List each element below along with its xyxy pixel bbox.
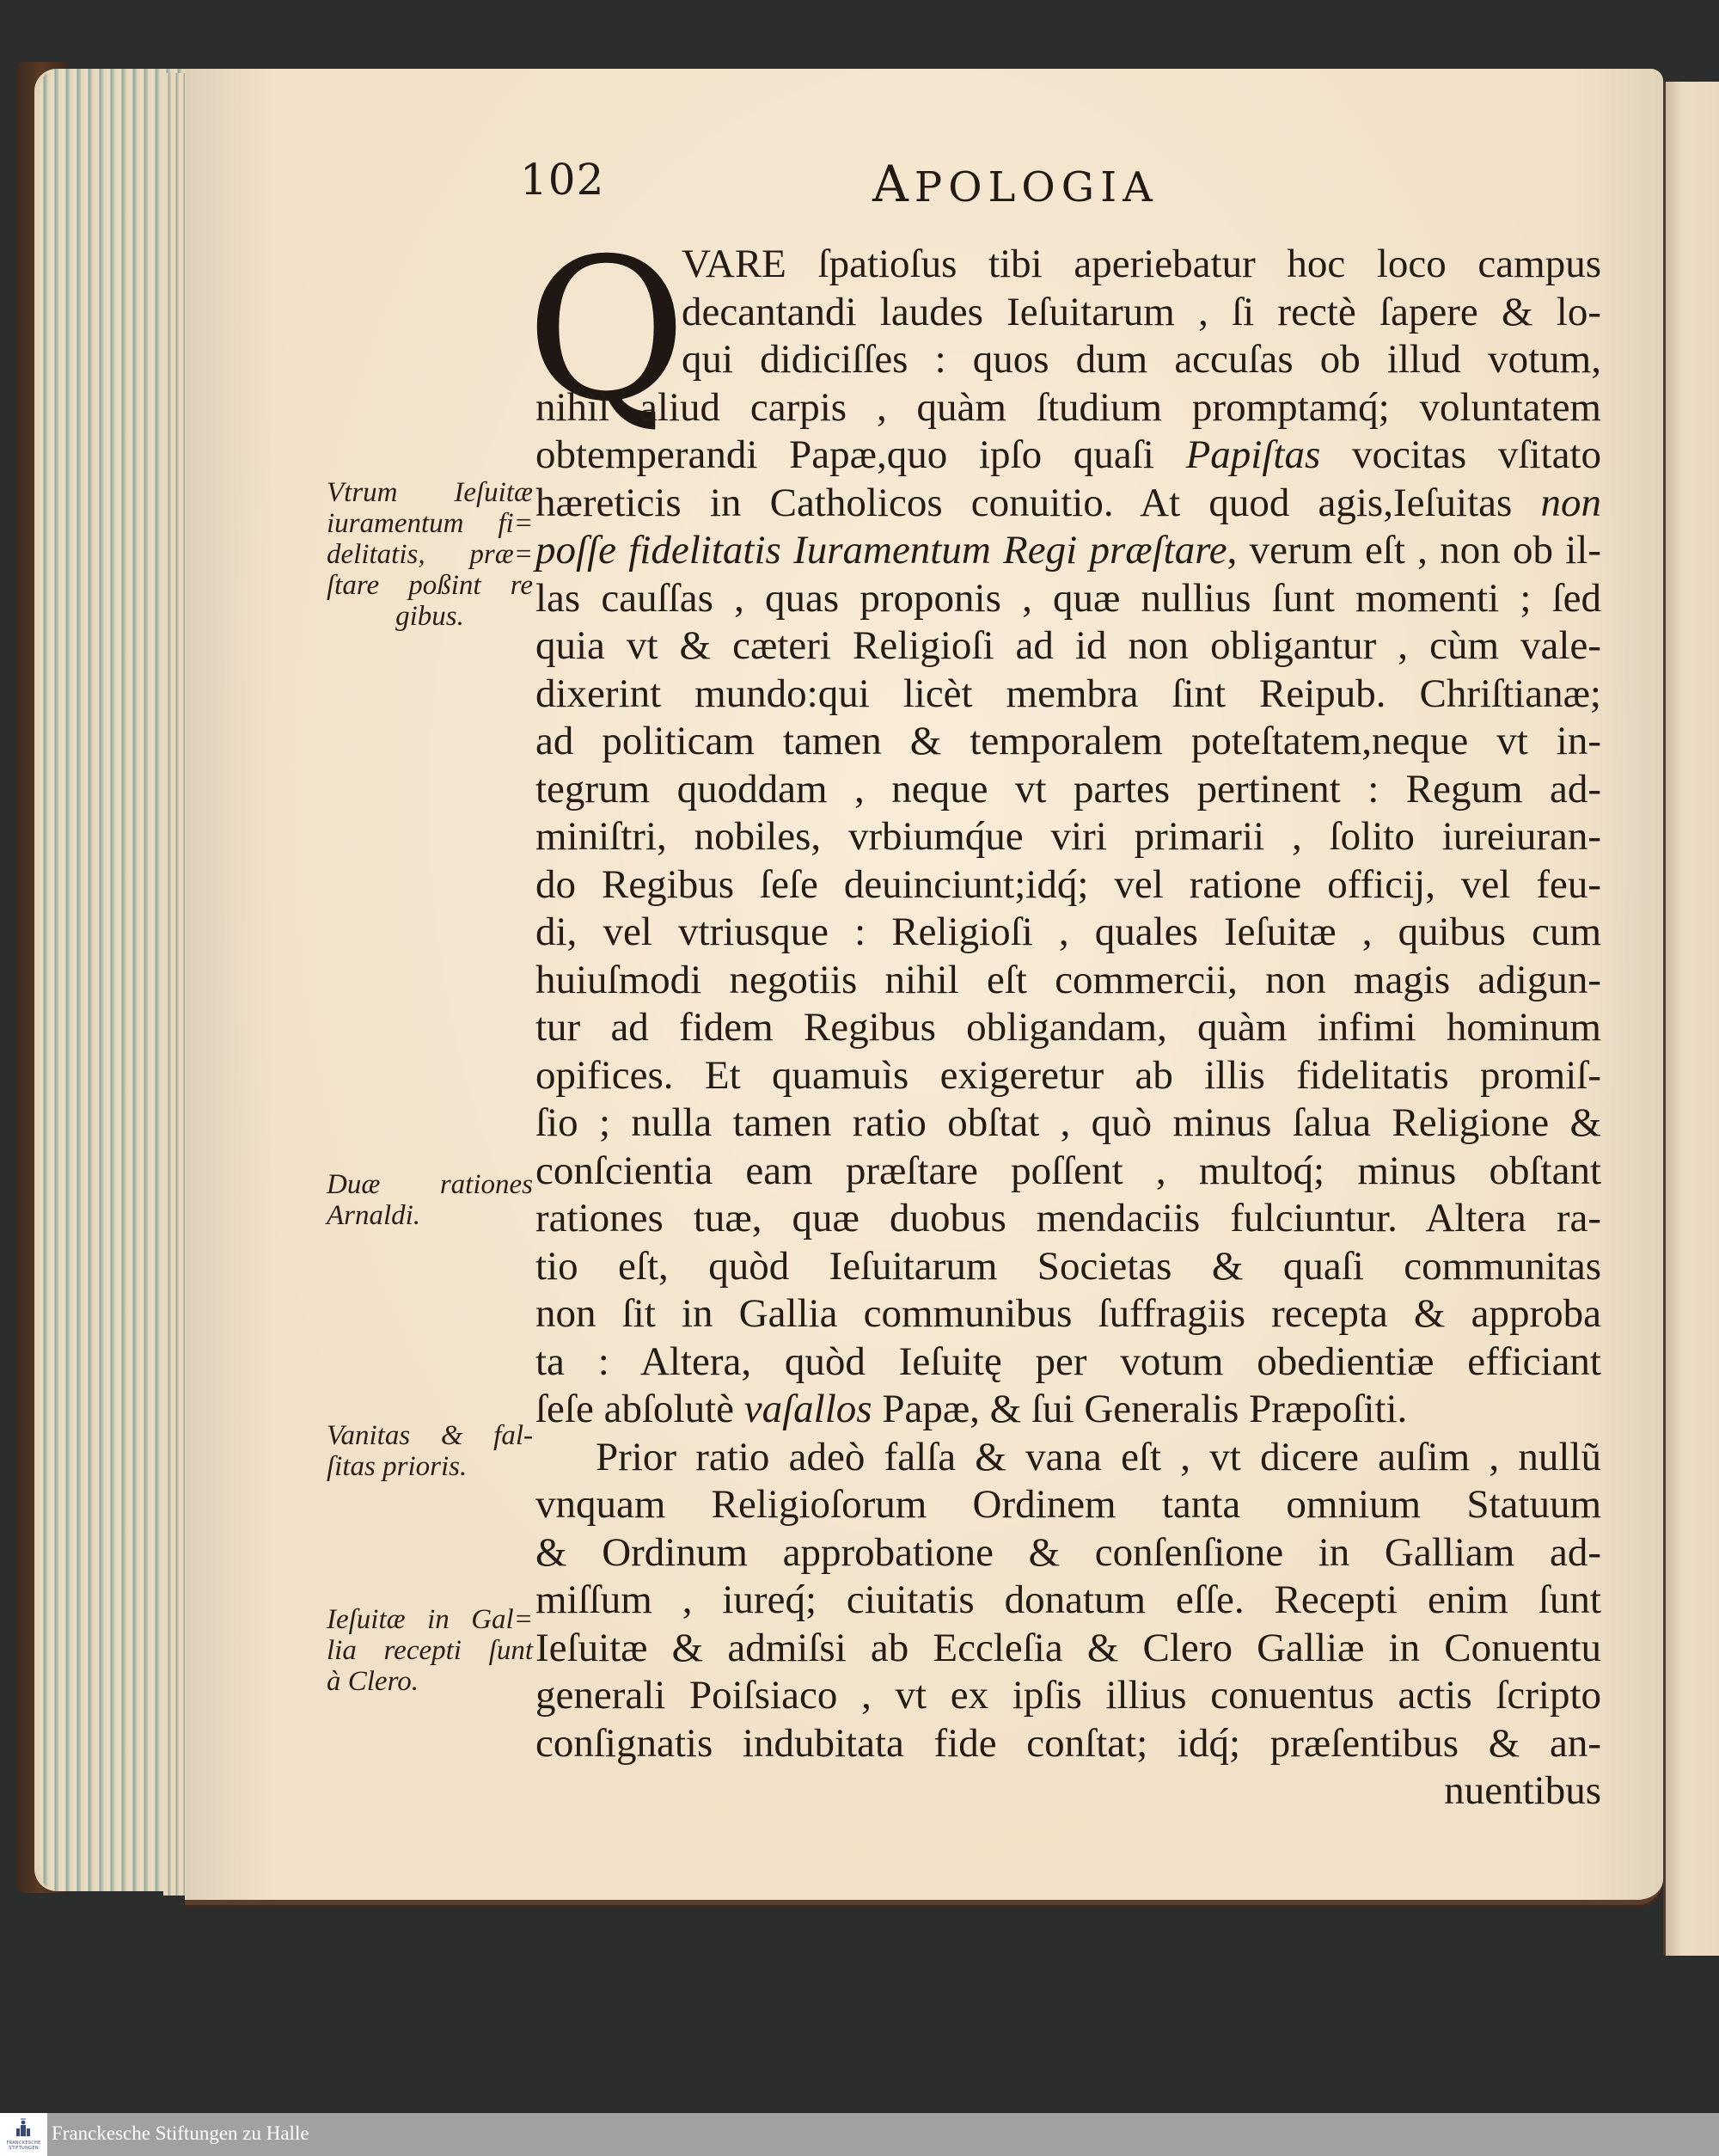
margin-note-line: Ieſuitæ in Gal= (327, 1604, 533, 1635)
text-line: quia vt & cæteri Religioſi ad id non obligantur , cùm vale- (535, 623, 1601, 668)
text-line: miniſtri, nobiles, vrbiumq́ue viri primarii , ſolito iureiuran- (535, 814, 1601, 859)
italic-span: poſſe fidelitatis Iuramentum Regi præſtare (535, 528, 1227, 573)
text-line: tio eſt, quòd Ieſuitarum Societas & quaſi communitas (535, 1243, 1601, 1289)
margin-note-line: lia recepti ſunt (327, 1635, 533, 1666)
institution-logo[interactable] (0, 2113, 47, 2156)
footer-bar (0, 2113, 1719, 2156)
text-line: obtemperandi Papæ,quo ipſo quaſi Papiſtas vocitas vſitato (535, 432, 1601, 477)
running-title: APOLOGIA (872, 155, 1159, 213)
text-line: tur ad fidem Regibus obligandam, quàm infimi hominum (535, 1005, 1601, 1050)
institution-logo-icon (16, 2118, 30, 2137)
text-line: di, vel vtriusque : Religioſi , quales Ieſuitæ , quibus cum (535, 910, 1601, 954)
text-line: non ſit in Gallia communibus ſuffragiis recepta & approba (535, 1291, 1601, 1336)
italic-span: vaſallos (743, 1387, 872, 1431)
margin-note (327, 477, 533, 632)
text-line: ta : Altera, quòd Ieſuitę per votum obedientiæ efficiant (535, 1338, 1601, 1384)
text-line: generali Poiſsiaco , vt ex ipſis illius conuentus actis ſcripto (535, 1673, 1601, 1718)
text-line: decantandi laudes Ieſuitarum , ſi rectè ſapere & lo- (682, 289, 1601, 334)
italic-span: non (1540, 480, 1601, 525)
drop-initial: Q (526, 216, 687, 444)
margin-note-line: iuramentum fi= (327, 508, 533, 539)
logo-text-line-1: FRANCKESCHE (6, 2141, 41, 2146)
body-text (535, 241, 1601, 1816)
margin-note (327, 1420, 533, 1482)
logo-text-line-2: STIFTUNGEN (9, 2146, 39, 2151)
text-line: Ieſuitæ & admiſsi ab Eccleſia & Clero Galliæ in Conuentu (535, 1625, 1601, 1670)
text-line: dixerint mundo:qui licèt membra ſint Reipub. Chriſtianæ; (535, 671, 1601, 716)
text-line: ſio ; nulla tamen ratio obſtat , quò minus ſalua Religione & (535, 1100, 1601, 1145)
text-line: las cauſſas , quas proponis , quæ nullius ſunt momenti ; ſed (535, 575, 1601, 621)
text-line: tegrum quoddam , neque vt partes pertinent : Regum ad- (535, 766, 1601, 812)
margin-note-line: Vtrum Ieſuitæ (327, 477, 533, 508)
text-line: hæreticis in Catholicos conuitio. At quod agis,Ieſuitas non (535, 480, 1601, 525)
margin-note (327, 1604, 533, 1697)
text-line: conſcientia eam præſtare poſſent , multoq́; minus obſtant (535, 1148, 1601, 1193)
margin-note-line: Vanitas & fal- (327, 1420, 533, 1451)
institution-name: Franckesche Stiftungen zu Halle (52, 2122, 309, 2144)
text-line: conſignatis indubitata fide conſtat; idq́; præſentibus & an- (535, 1720, 1601, 1766)
text-line: huiuſmodi negotiis nihil eſt commercii, non magis adigun- (535, 957, 1601, 1002)
margin-note-line: ſtare poßint re (327, 570, 533, 601)
text-line: Prior ratio adeò falſa & vana eſt , vt dicere auſim , nullũ (596, 1434, 1601, 1479)
margin-note (327, 1169, 533, 1231)
text-line: do Regibus ſeſe deuinciunt;idq́; vel ratione officij, vel feu- (535, 861, 1601, 907)
text-line: miſſum , iureq́; ciuitatis donatum eſſe. Recepti enim ſunt (535, 1577, 1601, 1622)
facing-page-edge (1663, 82, 1719, 1956)
text-line: poſſe fidelitatis Iuramentum Regi præſtare, verum eſt , non ob il- (535, 528, 1601, 573)
text-line: VARE ſpatioſus tibi aperiebatur hoc loco campus (682, 242, 1601, 286)
text-line: ad politicam tamen & temporalem poteſtatem,neque vt in- (535, 719, 1601, 763)
italic-span: Papiſtas (1185, 432, 1321, 477)
margin-note-line: gibus. (395, 601, 464, 632)
logo-text (2, 2141, 46, 2151)
text-line: rationes tuæ, quæ duobus mendaciis fulciuntur. Altera ra- (535, 1196, 1601, 1240)
margin-note-line: ſitas prioris. (327, 1451, 468, 1482)
text-line: & Ordinum approbatione & conſenſione in Galliam ad- (535, 1529, 1601, 1575)
text-line: opifices. Et quamuìs exigeretur ab illis fidelitatis promiſ- (535, 1052, 1601, 1098)
margin-note-line: à Clero. (327, 1666, 419, 1697)
text-line: nihil aliud carpis , quàm ſtudium promptamq́; voluntatem (535, 384, 1601, 430)
text-line: vnquam Religioſorum Ordinem tanta omnium Statuum (535, 1482, 1601, 1527)
text-line: qui didiciſſes : quos dum accuſas ob illud votum, (682, 337, 1601, 382)
margin-note-line: Arnaldi. (327, 1200, 421, 1231)
page-number: 102 (520, 155, 605, 205)
text-line: ſeſe abſolutè vaſallos Papæ, & ſui Generalis Præpoſiti. (535, 1387, 1408, 1431)
margin-note-line: delitatis, præ= (327, 539, 533, 570)
catchword: nuentibus (1444, 1768, 1601, 1813)
running-head (520, 155, 1603, 215)
margin-note-line: Duæ rationes (327, 1169, 533, 1200)
